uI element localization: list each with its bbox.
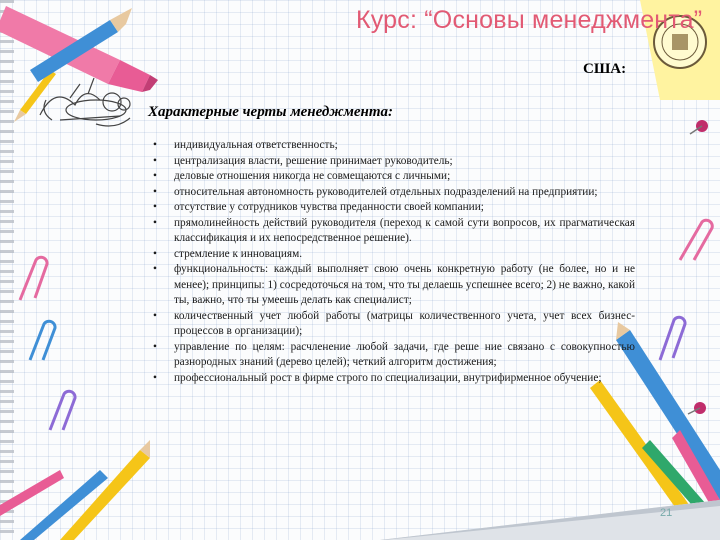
list-item — [147, 247, 635, 263]
list-item-text: стремление к инновациям. — [174, 247, 303, 260]
bullet-dot-icon: • — [153, 263, 157, 275]
paperclip-left-icon — [20, 257, 75, 430]
bullet-dot-icon: • — [153, 170, 157, 182]
bullet-dot-icon: • — [153, 371, 157, 384]
yellow-pencil-icon — [14, 70, 56, 122]
list-item — [147, 185, 635, 201]
list-item-text: централизация власти, решение принимает руководитель; — [174, 154, 453, 167]
page-number: 21 — [660, 507, 673, 519]
list-item — [147, 309, 635, 340]
bottom-left-pencils-icon — [0, 440, 150, 540]
bullet-dot-icon: • — [153, 185, 157, 198]
list-item-text: прямолинейность действий руководителя (переход к самой сути вопросов, их прагматическая классификация и их непосредственное решение). — [174, 216, 635, 244]
bullet-dot-icon: • — [153, 201, 157, 213]
list-item-text: количественный учет любой работы (матрицы количественного учета, учет всех бизнес-процессов в организации); — [174, 309, 635, 337]
list-item — [147, 262, 635, 309]
section-heading: Характерные черты менеджмента: — [148, 104, 394, 120]
list-item-text: профессиональный рост в фирме строго по специализации, внутрифирменное обучение; — [174, 371, 602, 384]
course-title: Курс: “Основы менеджмента” — [356, 6, 703, 34]
list-item — [147, 340, 635, 371]
list-item — [147, 200, 635, 216]
bullet-dot-icon: • — [153, 154, 157, 167]
bullet-dot-icon: • — [153, 247, 157, 260]
ruler-icon — [380, 500, 720, 540]
paperclip-icon — [660, 220, 712, 360]
list-item — [147, 154, 635, 170]
bullet-list — [147, 138, 635, 386]
list-item — [147, 138, 635, 154]
list-item-text: индивидуальная ответственность; — [174, 139, 338, 151]
country-label: США: — [583, 61, 627, 77]
list-item-text: управление по целям: расчленение любой задачи, где реше ние связано с совокупностью разнородных знаний (дерево целей); четкий алгоритм достижения; — [174, 340, 635, 368]
list-item — [147, 169, 635, 185]
list-item-text: относительная автономность руководителей отдельных подразделений на предприятии; — [174, 185, 598, 198]
bullet-dot-icon: • — [153, 216, 157, 229]
list-item-text: отсутствие у сотрудников чувства преданности своей компании; — [174, 201, 484, 213]
list-item — [147, 371, 635, 387]
list-item — [147, 216, 635, 247]
bullet-dot-icon: • — [153, 340, 157, 353]
push-pin-icon — [688, 120, 708, 414]
list-item-text: функциональность: каждый выполняет свою очень конкретную работу (не более, но и не менее); принципы: 1) сосредоточься на том, что ты делаешь успешнее всего; 2) не важно, какой ты, важно, что ты умеешь делать как специалист; — [174, 263, 635, 306]
bullet-dot-icon: • — [153, 139, 157, 151]
bullet-dot-icon: • — [153, 309, 157, 322]
list-item-text: деловые отношения никогда не совмещаются с личными; — [174, 170, 451, 182]
